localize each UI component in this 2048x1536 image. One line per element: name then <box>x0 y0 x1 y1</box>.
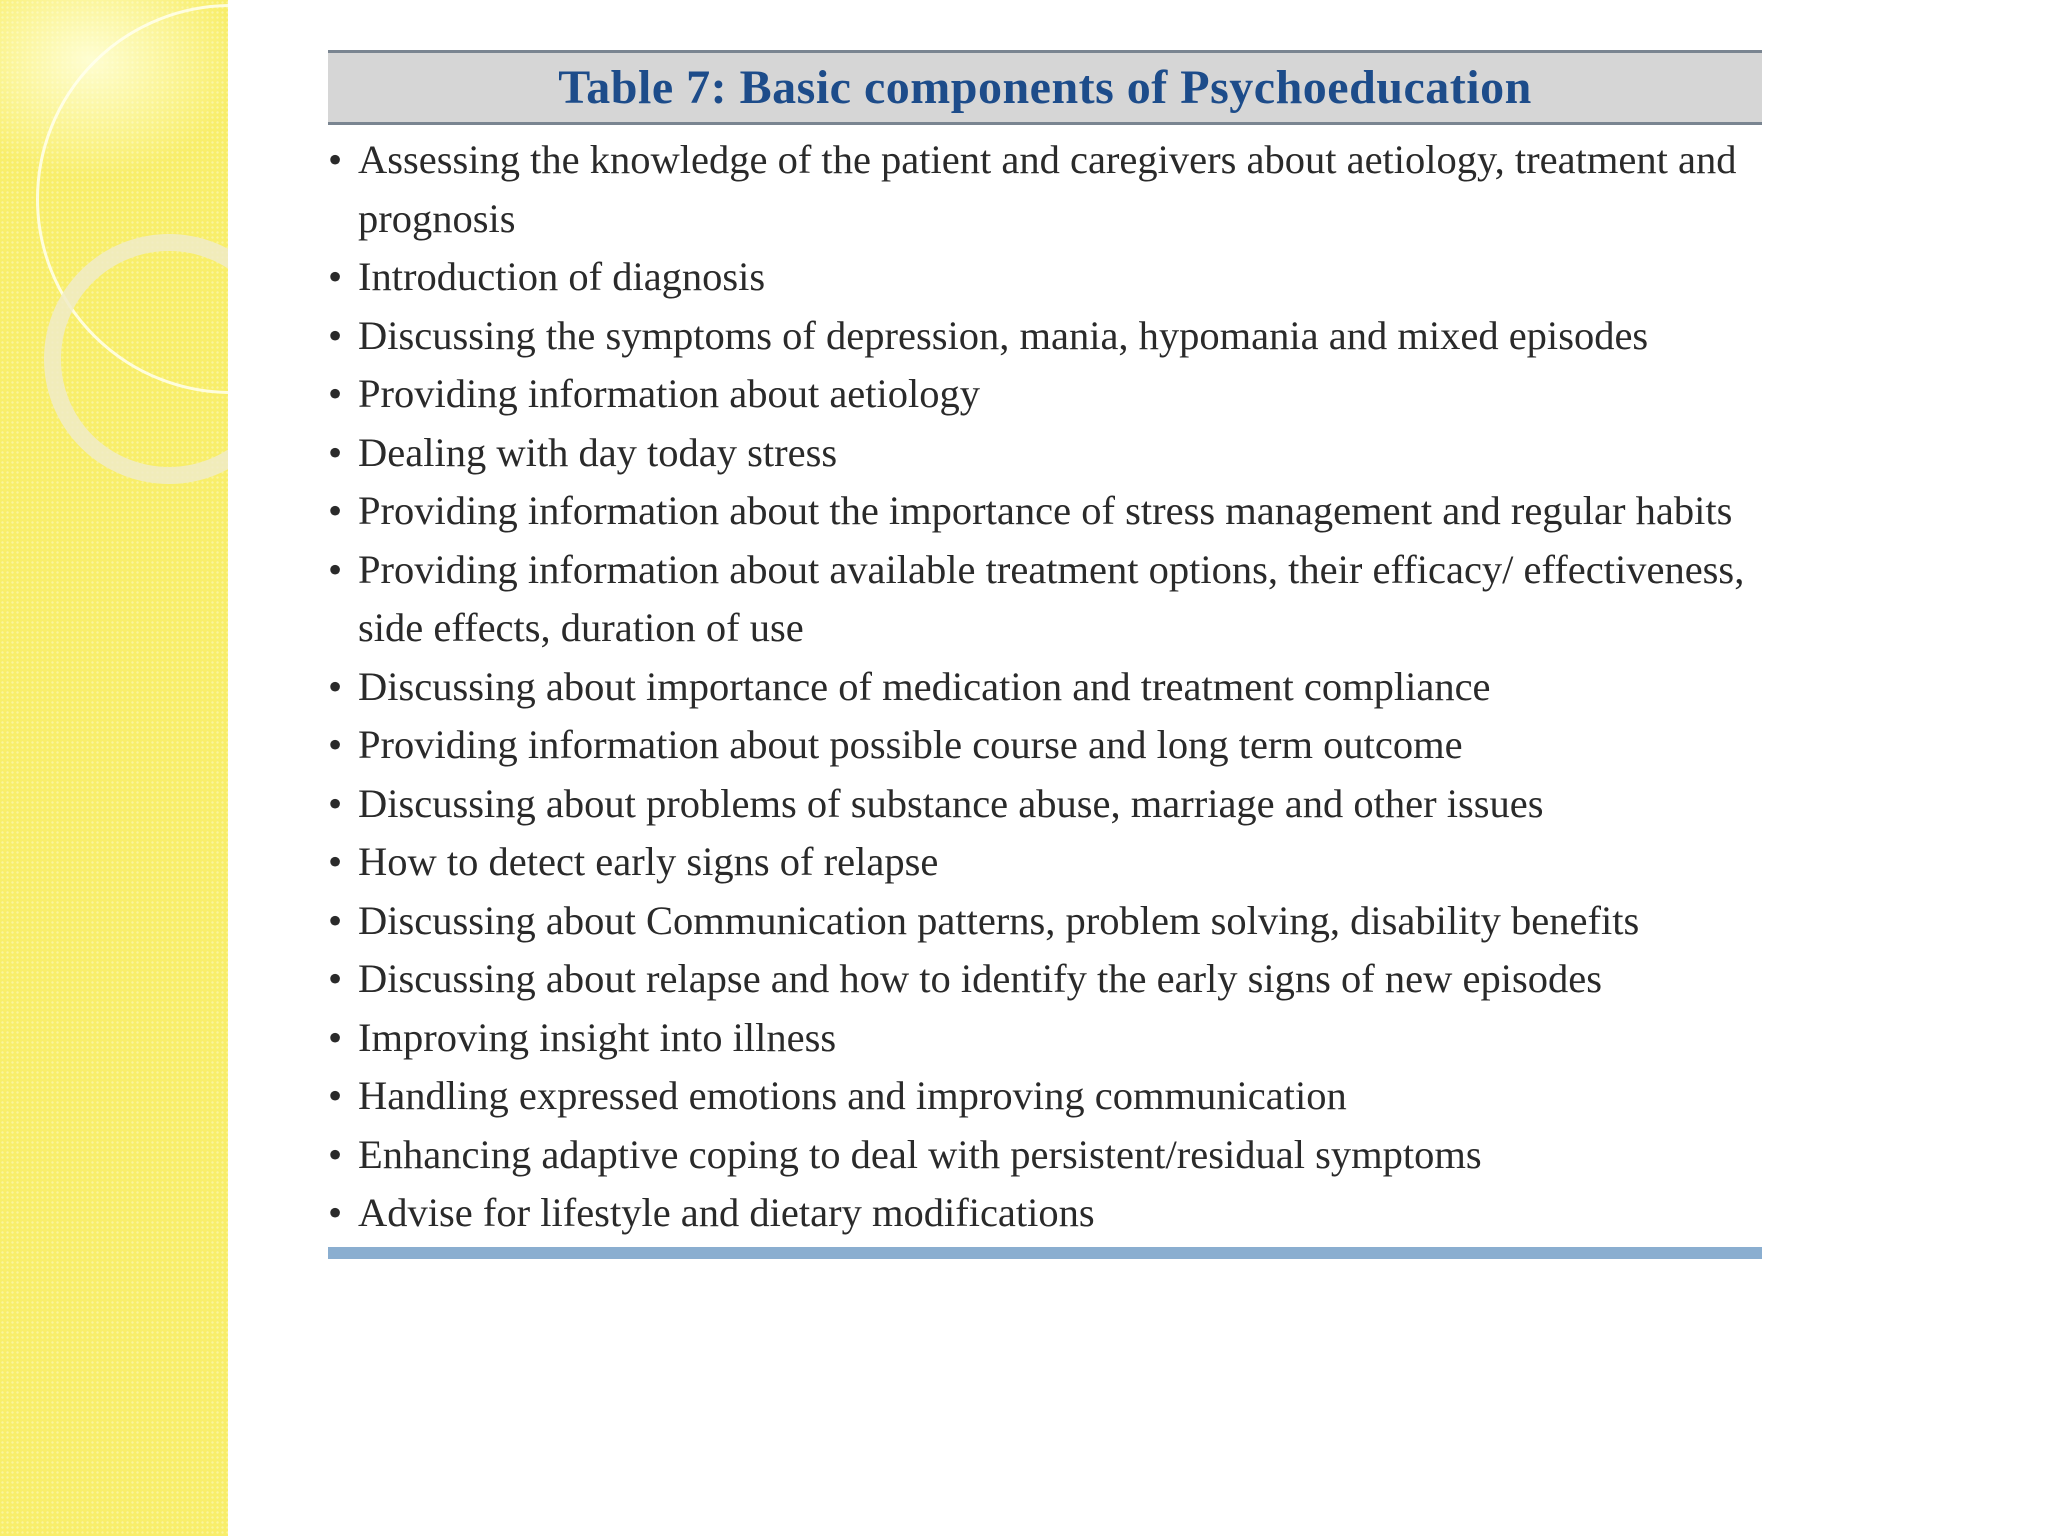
table-title: Table 7: Basic components of Psychoeducation <box>328 50 1762 125</box>
bullet-icon: • <box>328 254 343 299</box>
list-item <box>328 1126 1762 1185</box>
list-item-text: Discussing the symptoms of depression, mania, hypomania and mixed episodes <box>358 312 1649 358</box>
list-item-text: Providing information about possible course and long term outcome <box>358 722 1463 767</box>
bullet-icon: • <box>328 137 343 182</box>
list-item-text: Introduction of diagnosis <box>358 254 766 299</box>
list-item <box>328 950 1762 1009</box>
bullet-icon: • <box>328 312 343 358</box>
bullet-icon: • <box>328 663 343 709</box>
list-item <box>328 482 1762 541</box>
list-item-text: How to detect early signs of relapse <box>358 839 939 884</box>
list-item-text: Advise for lifestyle and dietary modifications <box>358 1190 1095 1235</box>
table-bottom-rule <box>328 1247 1762 1259</box>
list-item-text: Discussing about relapse and how to identify the early signs of new episodes <box>358 956 1602 1001</box>
list-item <box>328 307 1762 366</box>
bullet-icon: • <box>328 956 343 1001</box>
list-item <box>328 1067 1762 1126</box>
list-item-text: Discussing about problems of substance abuse, marriage and other issues <box>358 780 1544 826</box>
bullet-icon: • <box>328 1190 343 1235</box>
list-item <box>328 424 1762 483</box>
bullet-icon: • <box>328 429 343 475</box>
list-item-text: Improving insight into illness <box>358 1014 837 1060</box>
list-item <box>328 775 1762 834</box>
bullet-icon: • <box>328 780 343 826</box>
decorative-side-panel <box>0 0 228 1536</box>
psychoeducation-table <box>328 50 1762 1259</box>
bullet-icon: • <box>328 1131 343 1177</box>
bullet-icon: • <box>328 546 343 592</box>
list-item <box>328 1184 1762 1243</box>
bullet-icon: • <box>328 488 343 533</box>
list-item-text: Assessing the knowledge of the patient and caregivers about aetiology, treatment and prognosis <box>358 137 1737 241</box>
list-item-text: Providing information about available treatment options, their efficacy/ effectiveness, side effects, duration of use <box>358 546 1745 650</box>
list-item-text: Providing information about aetiology <box>358 371 981 416</box>
bullet-icon: • <box>328 722 343 767</box>
bullet-icon: • <box>328 371 343 416</box>
bullet-icon: • <box>328 897 343 943</box>
list-item-text: Enhancing adaptive coping to deal with persistent/residual symptoms <box>358 1131 1482 1177</box>
list-item-text: Providing information about the importance of stress management and regular habits <box>358 488 1733 533</box>
list-item <box>328 716 1762 775</box>
list-item <box>328 248 1762 307</box>
list-item-text: Dealing with day today stress <box>358 429 838 475</box>
list-item <box>328 541 1762 658</box>
list-item <box>328 365 1762 424</box>
list-item-text: Discussing about importance of medication and treatment compliance <box>358 663 1491 709</box>
components-list <box>328 125 1762 1243</box>
bullet-icon: • <box>328 1073 343 1118</box>
list-item <box>328 658 1762 717</box>
list-item-text: Handling expressed emotions and improving communication <box>358 1073 1347 1118</box>
bullet-icon: • <box>328 1014 343 1060</box>
list-item <box>328 892 1762 951</box>
list-item <box>328 131 1762 248</box>
list-item <box>328 1009 1762 1068</box>
list-item <box>328 833 1762 892</box>
list-item-text: Discussing about Communication patterns, problem solving, disability benefits <box>358 897 1640 943</box>
bullet-icon: • <box>328 839 343 884</box>
